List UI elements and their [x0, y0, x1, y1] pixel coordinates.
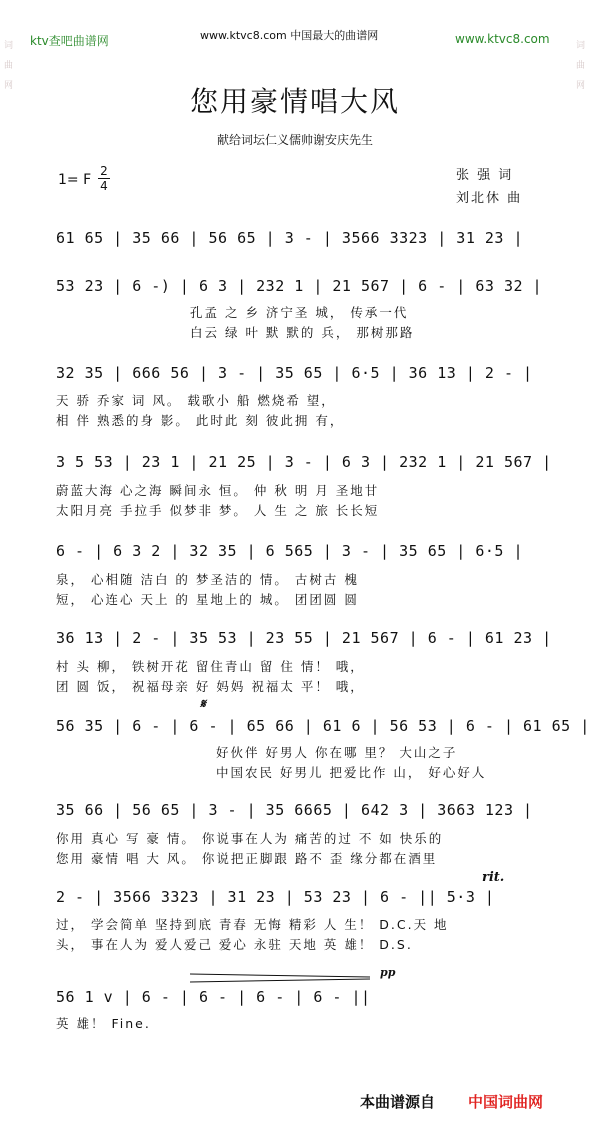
- lyric-line-5b: 短， 心连心 天上 的 星地上的 城。 团团圆 圆: [56, 592, 359, 607]
- header-center-site[interactable]: www.ktvc8.com 中国最大的曲谱网: [200, 29, 379, 42]
- lyric-line-8b: 您用 豪情 唱 大 风。 你说把正脚跟 路不 歪 缘分都在酒里: [56, 851, 438, 866]
- lyric-line-10a: 英 雄！ Fine.: [56, 1016, 151, 1031]
- score-line-7: 56 35 | 6 - | 6 - | 65 66 | 61 6 | 56 53 | 6 - | 61 65 |: [56, 717, 590, 735]
- lyric-line-2b: 白云 绿 叶 默 默的 兵， 那树那路: [190, 325, 415, 340]
- score-line-10: 56 1 v | 6 - | 6 - | 6 - | 6 - ||: [56, 988, 371, 1006]
- lyric-line-6a: 村 头 柳， 铁树开花 留住青山 留 住 情！ 哦，: [56, 659, 365, 674]
- header-left-site[interactable]: ktv查吧曲谱网: [30, 34, 109, 48]
- lyric-line-3b: 相 伴 熟悉的身 影。 此时此 刻 彼此拥 有，: [56, 413, 345, 428]
- score-line-6: 36 13 | 2 - | 35 53 | 23 55 | 21 567 | 6 - | 61 23 |: [56, 629, 552, 647]
- lyric-line-6b: 团 圆 饭， 祝福母亲 好 妈妈 祝福太 平！ 哦，: [56, 679, 365, 694]
- header-right-site[interactable]: www.ktvc8.com: [455, 32, 550, 46]
- lyricist: 张 强 词: [456, 168, 514, 183]
- ritardando-mark: rit.: [482, 870, 505, 885]
- watermark-glyph: 词: [4, 41, 14, 51]
- lyric-line-4b: 太阳月亮 手拉手 似梦非 梦。 人 生 之 旅 长长短: [56, 503, 380, 518]
- lyric-line-5a: 泉， 心相随 洁白 的 梦圣洁的 情。 古树古 槐: [56, 572, 359, 587]
- watermark-glyph: 曲: [4, 61, 14, 71]
- score-line-2: 53 23 | 6 -) | 6 3 | 232 1 | 21 567 | 6 - | 63 32 |: [56, 277, 543, 295]
- watermark-glyph: 网: [576, 81, 586, 91]
- lyric-line-4a: 蔚蓝大海 心之海 瞬间永 恒。 仲 秋 明 月 圣地甘: [56, 483, 380, 498]
- segno-icon: 𝄋: [200, 697, 206, 712]
- score-line-3: 32 35 | 666 56 | 3 - | 35 65 | 6·5 | 36 13 | 2 - |: [56, 364, 533, 382]
- meter-top: 2: [100, 164, 108, 178]
- watermark-glyph: 曲: [576, 61, 586, 71]
- score-line-4: 3 5 53 | 23 1 | 21 25 | 3 - | 6 3 | 232 1 | 21 567 |: [56, 453, 552, 471]
- key-signature: 1= F: [58, 172, 92, 188]
- composer: 刘北休 曲: [456, 191, 523, 206]
- watermark-glyph: 词: [576, 41, 586, 51]
- lyric-line-3a: 天 骄 乔家 词 风。 载歌小 船 燃烧希 望，: [56, 393, 336, 408]
- song-title: 您用豪情唱大风: [189, 85, 400, 118]
- song-subtitle: 献给词坛仁义儒帅谢安庆先生: [216, 133, 373, 147]
- footer-site-link[interactable]: 中国词曲网: [468, 1093, 544, 1111]
- lyric-line-9b: 头， 事在人为 爱人爱己 爱心 永驻 天地 英 雄！ D.S.: [56, 937, 413, 952]
- meter-bottom: 4: [100, 179, 108, 193]
- score-line-8: 35 66 | 56 65 | 3 - | 35 6665 | 642 3 | 3663 123 |: [56, 801, 533, 819]
- lyric-line-7a: 好伙伴 好男人 你在哪 里？ 大山之子: [216, 745, 458, 760]
- score-line-1: 61 65 | 35 66 | 56 65 | 3 - | 3566 3323 | 31 23 |: [56, 229, 524, 247]
- score-line-5: 6 - | 6 3 2 | 32 35 | 6 565 | 3 - | 35 65 | 6·5 |: [56, 542, 524, 560]
- footer-source-label: 本曲谱源自: [360, 1093, 436, 1111]
- lyric-line-9a: 过， 学会简单 坚持到底 青春 无悔 精彩 人 生！ D.C.天 地: [56, 917, 449, 932]
- time-signature: [98, 165, 110, 192]
- pianissimo-mark: pp: [380, 966, 396, 979]
- score-line-9: 2 - | 3566 3323 | 31 23 | 53 23 | 6 - || 5·3 |: [56, 888, 495, 906]
- watermark-glyph: 网: [4, 81, 14, 91]
- lyric-line-2a: 孔孟 之 乡 济宁圣 城， 传承一代: [190, 305, 409, 320]
- lyric-line-7b: 中国农民 好男儿 把爱比作 山， 好心好人: [216, 765, 487, 780]
- lyric-line-8a: 你用 真心 写 豪 情。 你说事在人为 痛苦的过 不 如 快乐的: [56, 831, 444, 846]
